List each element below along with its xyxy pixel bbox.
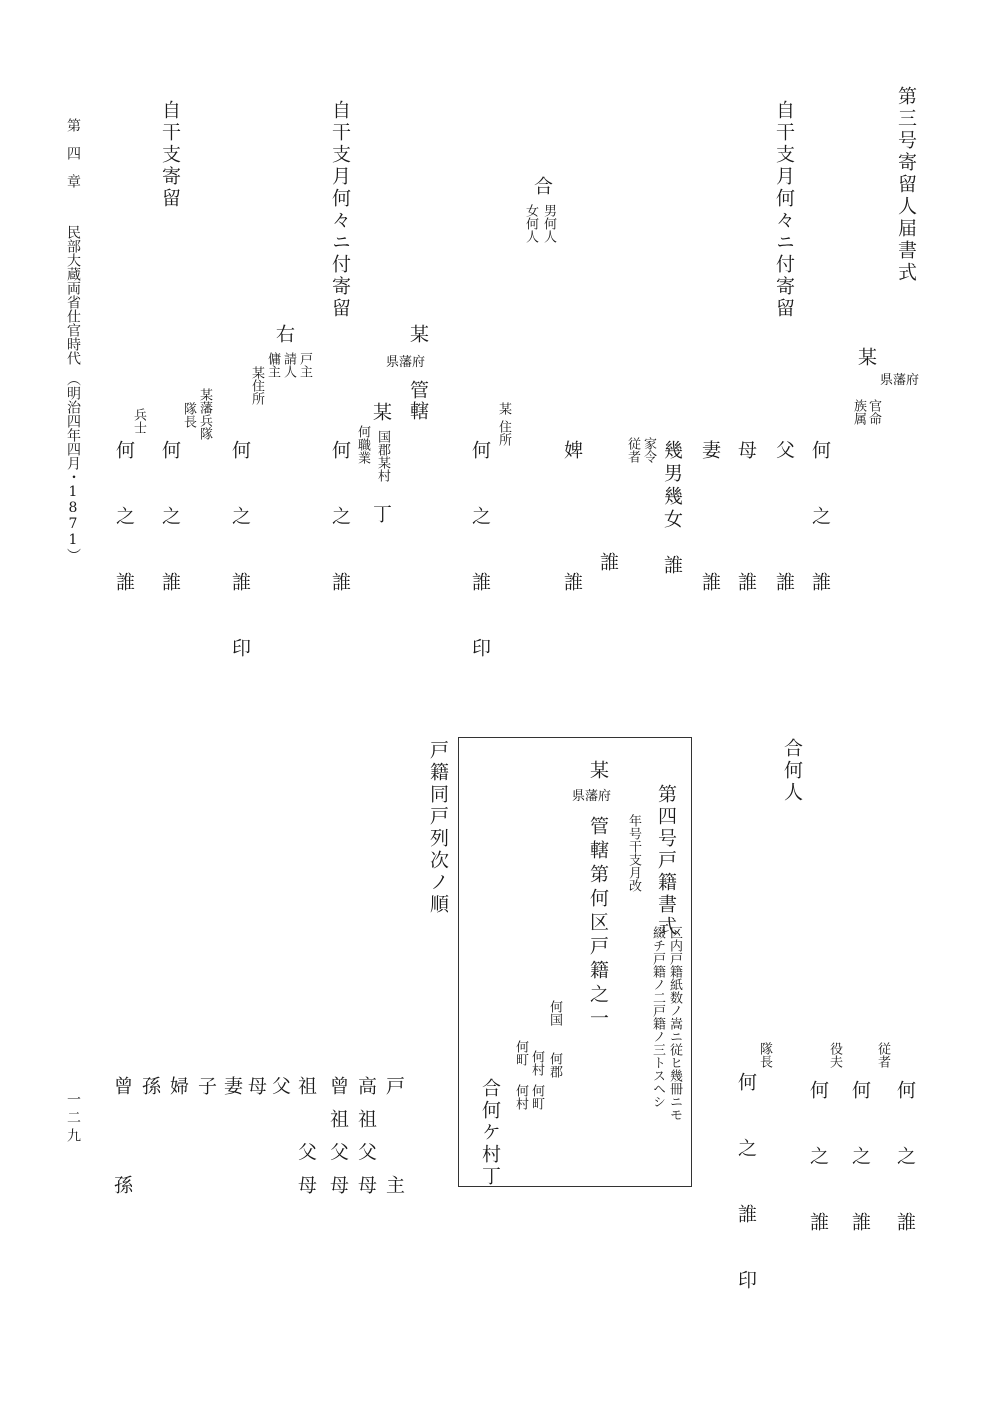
lower-name-2: 何 之 誰 [849,1080,871,1245]
form3-troop-name: 何 之 誰 [159,440,181,605]
form3-soldier-name: 何 之 誰 [113,440,135,605]
form4-town-1: 何村 [528,1050,544,1076]
form4-prefecture: 県藩府 [572,789,612,804]
form3-occupation-name: 何 之 誰 [329,440,351,605]
form3-kanka-cho: 丁 [370,504,392,523]
form3-household-steward: 家令 [640,437,656,463]
lower-servant: 従者 [874,1042,890,1068]
form3-head-family: 族属 [850,399,866,425]
order-item-great-grandparents: 曾祖父母 [327,1076,349,1208]
form3-servant: 従者 [624,437,640,463]
form3-head-official: 官命 [865,399,881,425]
form3-soldier: 兵士 [130,408,146,434]
form3-some-residence: 某住所 [248,366,264,405]
order-item-grandchild: 孫 [139,1076,161,1095]
form4-total-villages: 合何ケ村丁 [479,1078,501,1188]
form4-note-1: 区内戸籍紙数ノ嵩ニ従ヒ幾冊ニモ [667,926,682,1121]
form3-servant-name: 誰 [597,552,619,571]
form3-head-some: 某 [855,347,877,369]
form3-total-women: 女何人 [522,204,538,243]
form4-county: 何郡 [546,1052,562,1078]
form3-troop-captain: 隊長 [180,402,196,428]
form3-right-signature: 何 之 誰 印 [229,440,251,671]
form3-right-label: 右 [273,324,295,343]
form3-kanka-some: 某 [407,324,429,343]
form3-children: 幾男幾女 誰 [661,440,683,578]
form3-employer: 傭主 [264,352,280,378]
form3-occupation: 何職業 [354,425,370,464]
form3-mother: 母 誰 [735,440,757,605]
form3-troop: 某藩兵隊 [196,388,212,440]
form3-head-prefecture: 県藩府 [880,373,920,388]
form3-entry-name: 何 之 誰 [809,440,831,605]
order-item-household-head: 戸 主 [383,1076,405,1208]
form4-title: 第四号戸籍書式 [655,784,677,938]
form3-residence-some: 某 [495,402,511,415]
order-item-great-great-grandparents: 高祖父母 [355,1076,377,1208]
form4-some: 某 [587,760,609,779]
form3-kanka-jurisdiction: 管轄 [407,380,429,422]
order-title: 戸籍同戸列次ノ順 [427,740,449,916]
form3-total-men: 男何人 [540,204,556,243]
form4-town-2: 何町 [528,1084,544,1110]
order-item-mother: 母 [245,1076,267,1095]
form3-guarantor: 請人 [280,352,296,378]
lower-laborer: 役夫 [826,1042,842,1068]
order-item-father: 父 [269,1076,291,1095]
form3-wife: 妻 誰 [699,440,721,605]
form4-town-4: 何村 [512,1084,528,1110]
order-item-child: 子 [195,1076,217,1095]
chapter-label: 第 四 章 [65,118,81,188]
form4-district: 管轄第何区戸籍之一 [587,816,609,1032]
order-item-great-grandchild: 曾 孫 [111,1076,133,1208]
lower-captain: 隊長 [756,1042,772,1068]
form3-date-line-1: 自干支月何々ニ付寄留 [773,100,795,320]
form3-kanka-village-some: 某 [370,402,392,421]
form3-date-line-3: 自干支寄留 [159,100,181,210]
form4-revision: 年号干支月改 [625,814,641,892]
order-item-grandparents: 祖 父母 [295,1076,317,1208]
form3-kanka-prefecture: 県藩府 [386,355,426,370]
form3-title: 第三号寄留人届書式 [895,86,917,284]
form3-total: 合 [531,176,553,195]
form3-residence-label: 住所 [495,420,511,446]
form3-date-line-2: 自干支月何々ニ付寄留 [329,100,351,320]
form4-province: 何国 [546,1000,562,1026]
page-number: 一二九 [65,1092,81,1146]
form3-father: 父 誰 [773,440,795,605]
form3-household-head: 戸主 [296,352,312,378]
lower-name-3: 何 之 誰 [807,1080,829,1245]
order-item-wife: 妻 [221,1076,243,1095]
order-item-daughter-in-law: 婦 [167,1076,189,1095]
lower-name-4: 何 之 誰 印 [735,1072,757,1303]
form4-town-3: 何町 [512,1040,528,1066]
form3-residence-signature: 何 之 誰 印 [469,440,491,671]
lower-name-1: 何 之 誰 [894,1080,916,1245]
form3-maid: 婢 誰 [561,440,583,605]
form4-note-2: 綴チ戸籍ノ二戸籍ノ三トスヘシ [650,926,665,1108]
running-title: 民部大蔵両省仕官時代 （明治四年四月・1871） [65,225,81,562]
lower-total: 合何人 [781,738,803,804]
form3-kanka-village: 国郡某村 [375,430,390,482]
